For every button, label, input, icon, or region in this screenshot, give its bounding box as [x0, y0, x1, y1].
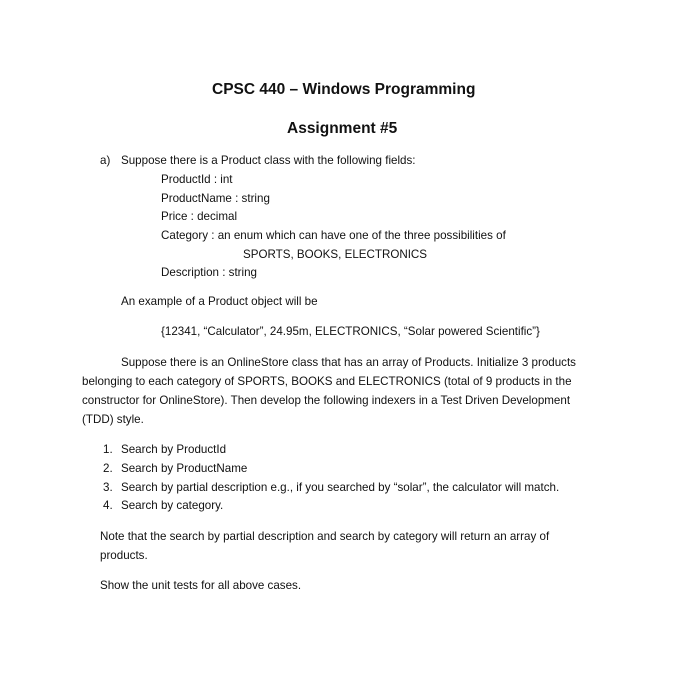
- document-title: CPSC 440 – Windows Programming: [212, 81, 476, 98]
- field-price: Price : decimal: [161, 210, 238, 223]
- example-object: {12341, “Calculator”, 24.95m, ELECTRONICS, “Solar powered Scientific”}: [161, 325, 540, 338]
- field-product-id: ProductId : int: [161, 173, 233, 186]
- part-a-intro: Suppose there is a Product class with the following fields:: [121, 154, 416, 167]
- part-a-marker: a): [100, 154, 111, 167]
- paragraph-line-4: (TDD) style.: [82, 413, 144, 426]
- indexer-item-1: Search by ProductId: [121, 443, 227, 456]
- indexer-item-4: Search by category.: [121, 499, 224, 512]
- indexer-number-2: 2.: [103, 462, 113, 475]
- indexer-number-4: 4.: [103, 499, 113, 512]
- indexer-item-2: Search by ProductName: [121, 462, 248, 475]
- assignment-heading: Assignment #5: [287, 120, 398, 137]
- closing-line: Show the unit tests for all above cases.: [100, 579, 302, 592]
- indexer-number-1: 1.: [103, 443, 113, 456]
- indexer-number-3: 3.: [103, 481, 113, 494]
- example-intro: An example of a Product object will be: [121, 295, 318, 308]
- field-description: Description : string: [161, 266, 258, 279]
- field-product-name: ProductName : string: [161, 192, 270, 205]
- field-category: Category : an enum which can have one of the three possibilities of: [161, 229, 506, 242]
- field-category-values: SPORTS, BOOKS, ELECTRONICS: [243, 248, 428, 261]
- note-line-1: Note that the search by partial description and search by category will return an array of: [100, 530, 550, 543]
- note-line-2: products.: [100, 549, 148, 562]
- indexer-item-3: Search by partial description e.g., if you searched by “solar”, the calculator will match.: [121, 481, 560, 494]
- paragraph-line-1: Suppose there is an OnlineStore class that has an array of Products. Initialize 3 products: [121, 356, 576, 369]
- paragraph-line-3: constructor for OnlineStore). Then develop the following indexers in a Test Driven Development: [82, 394, 571, 407]
- paragraph-line-2: belonging to each category of SPORTS, BOOKS and ELECTRONICS (total of 9 products in the: [82, 375, 572, 388]
